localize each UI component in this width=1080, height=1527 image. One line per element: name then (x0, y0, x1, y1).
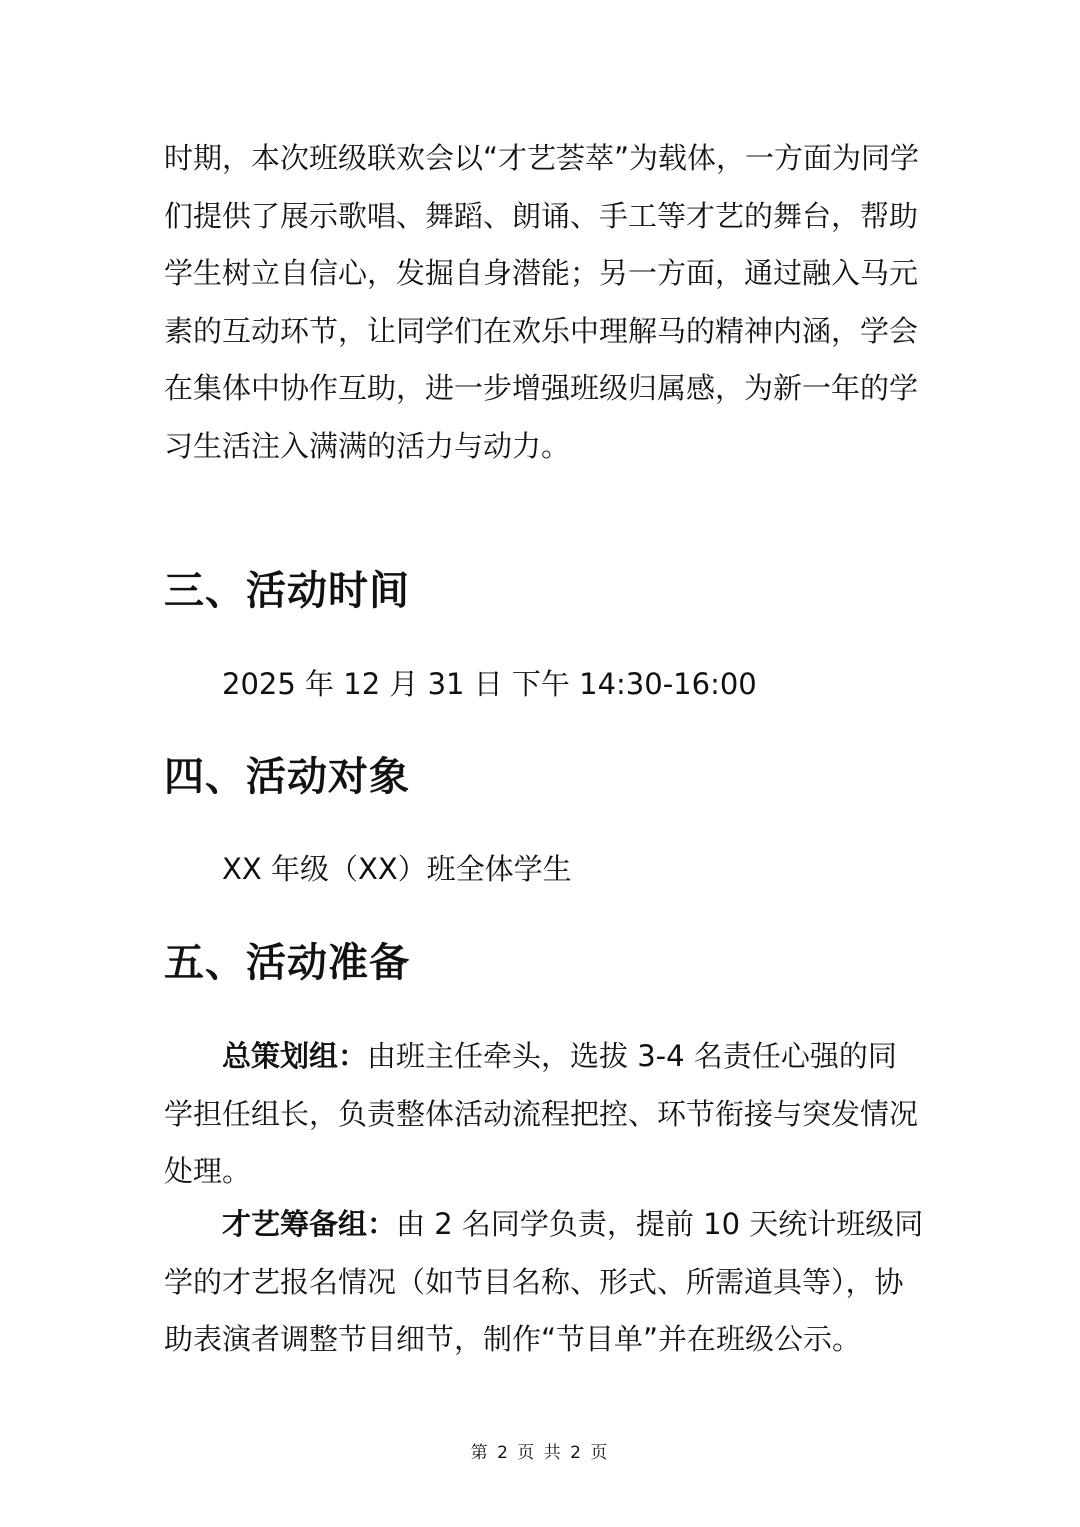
preparation-item-text: 由 2 名同学负责，提前 10 天统计班级同学的才艺报名情况（如节目名称、形式、所需道具等），协助表演者调整节目细节，制作“节目单”并在班级公示。 (164, 1207, 924, 1357)
preparation-item-label: 总策划组： (222, 1039, 368, 1073)
preparation-item-talent (164, 1196, 924, 1369)
preparation-item-text: 由班主任牵头，选拔 3-4 名责任心强的同学担任组长，负责整体活动流程把控、环节衔接与突发情况处理。 (164, 1039, 919, 1189)
page-footer: 第 2 页 共 2 页 (470, 1443, 610, 1463)
preparation-item-planning (164, 1028, 924, 1201)
section-heading-time: 三、活动时间 (164, 568, 410, 614)
section-heading-target: 四、活动对象 (164, 754, 410, 800)
intro-paragraph: 时期，本次班级联欢会以“才艺荟萃”为载体，一方面为同学们提供了展示歌唱、舞蹈、朗诵、手工等才艺的舞台，帮助学生树立自信心，发掘自身潜能；另一方面，通过融入马元素的互动环节，让同学们在欢乐中理解马的精神内涵，学会在集体中协作互助，进一步增强班级归属感，为新一年的学习生活注入满满的活力与动力。 (164, 141, 920, 463)
activity-target-text: XX 年级（XX）班全体学生 (222, 852, 572, 886)
preparation-item-label: 才艺筹备组： (222, 1207, 397, 1241)
section-heading-preparation: 五、活动准备 (164, 940, 410, 986)
activity-time-text: 2025 年 12 月 31 日 下午 14:30-16:00 (222, 667, 757, 701)
